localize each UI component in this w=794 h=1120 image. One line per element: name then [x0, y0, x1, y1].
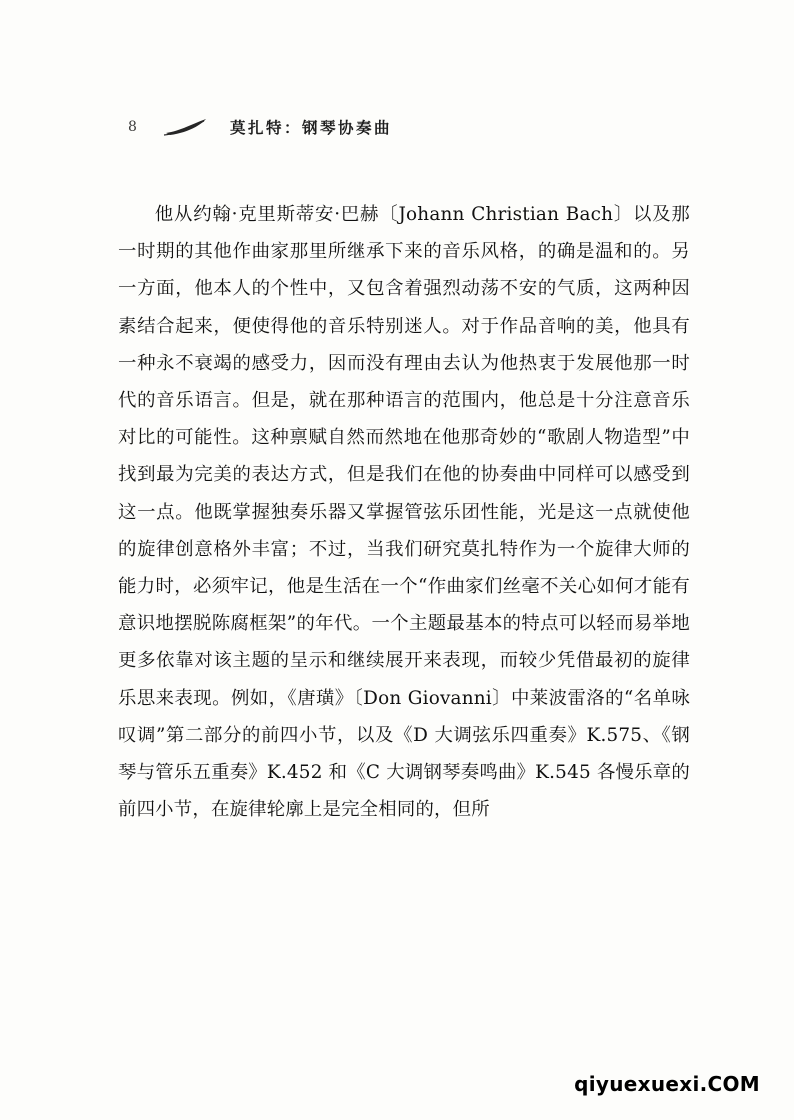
paragraph: 他从约翰·克里斯蒂安·巴赫〔Johann Christian Bach〕以及那一时期的其他作曲家那里所继承下来的音乐风格，的确是温和的。另一方面，他本人的个性中，又包含着强烈动荡不安的气质，这两种因素结合起来，便使得他的音乐特别迷人。对于作品音响的美，他具有一种永不衰竭的感受力，因而没有理由去认为他热衷于发展他那一时代的音乐语言。但是，就在那种语言的范围内，他总是十分注意音乐对比的可能性。这种禀赋自然而然地在他那奇妙的“歌剧人物造型”中找到最为完美的表达方式，但是我们在他的协奏曲中同样可以感受到这一点。他既掌握独奏乐器又掌握管弦乐团性能，光是这一点就使他的旋律创意格外丰富；不过，当我们研究莫扎特作为一个旋律大师的能力时，必须牢记，他是生活在一个“作曲家们丝毫不关心如何才能有意识地摆脱陈腐框架”的年代。一个主题最基本的特点可以轻而易举地更多依靠对该主题的呈示和继续展开来表现，而较少凭借最初的旋律乐思来表现。例如，《唐璜》〔Don Giovanni〕中莱波雷洛的“名单咏叹调”第二部分的前四小节，以及《D 大调弦乐四重奏》K.575、《钢琴与管乐五重奏》K.452 和《C 大调钢琴奏鸣曲》K.545 各慢乐章的前四小节，在旋律轮廓上是完全相同的，但所: [118, 204, 690, 821]
page-header: [128, 112, 668, 142]
leaf-flourish-icon: [162, 116, 222, 138]
running-head: 莫扎特：钢琴协奏曲: [230, 118, 393, 137]
body-text: [118, 196, 690, 828]
site-watermark: qiyuexuexi.COM: [574, 1072, 760, 1096]
page-number: 8: [128, 119, 138, 135]
